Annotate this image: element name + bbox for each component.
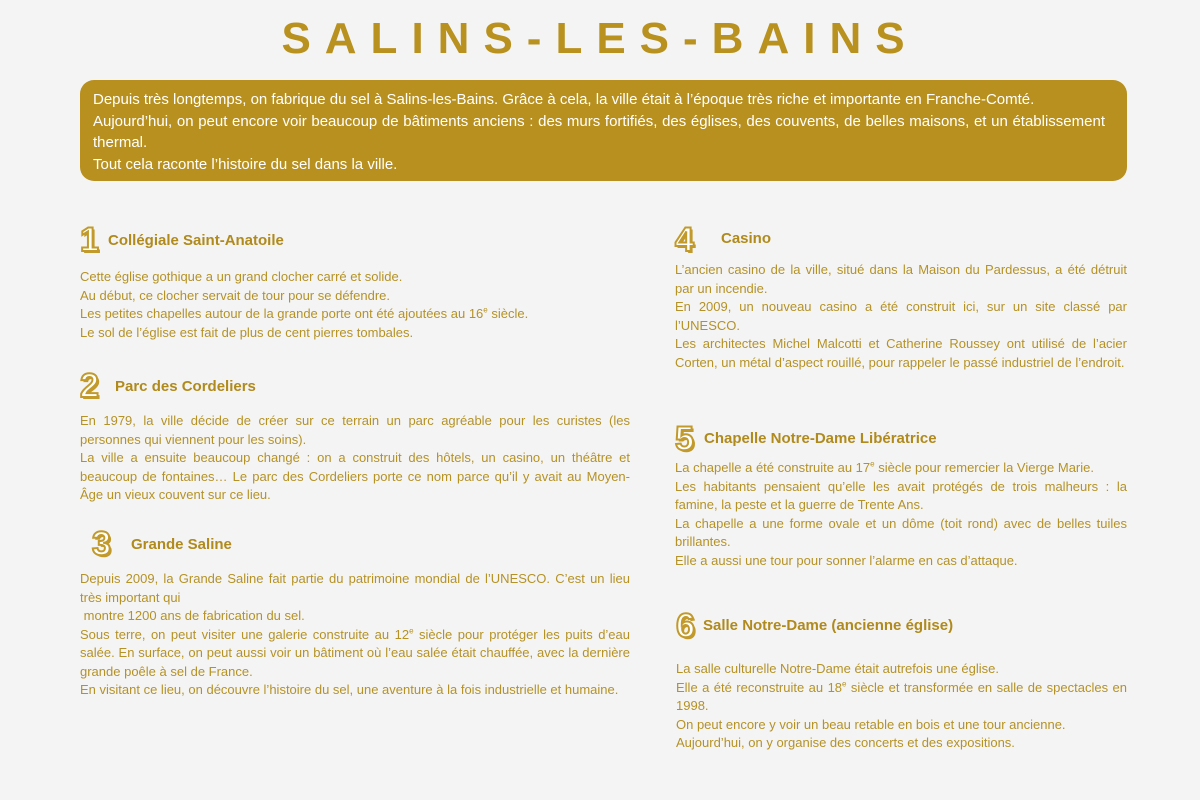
section-text — [80, 412, 630, 505]
section-collegiale — [80, 222, 630, 342]
section-line: Depuis 2009, la Grande Saline fait partie du patrimoine mondial de l’UNESCO. C’est un lieu très important qui — [80, 571, 630, 605]
section-line: Le sol de l’église est fait de plus de cent pierres tombales. — [80, 324, 414, 340]
section-line: Elle a aussi une tour pour sonner l’alarme en cas d’attaque. — [675, 552, 1018, 568]
superscript: e — [409, 626, 414, 636]
section-title: Chapelle Notre-Dame Libératrice — [704, 430, 937, 447]
section-salle-notre-dame — [676, 608, 1127, 753]
section-line: En visitant ce lieu, on découvre l’histoire du sel, une aventure à la fois industrielle et humaine. — [80, 682, 619, 697]
section-title: Salle Notre-Dame (ancienne église) — [703, 617, 954, 634]
section-line: Les architectes Michel Malcotti et Catherine Roussey ont utilisé de l’acier Corten, un métal d’aspect rouillé, pour rappeler le passé industriel de l’endroit. — [675, 336, 1127, 370]
section-casino — [675, 222, 1127, 372]
superscript: e — [483, 305, 488, 315]
intro-paragraph: Aujourd’hui, on peut encore voir beaucoup de bâtiments anciens : des murs fortifiés, des églises, des couvents, de belles maisons, et un établissement thermal. — [93, 112, 1105, 151]
section-line: On peut encore y voir un beau retable en bois et une tour ancienne. — [676, 716, 1066, 732]
section-line: En 1979, la ville décide de créer sur ce terrain un parc agréable pour les curistes (les personnes qui viennent pour les soins). — [80, 413, 630, 447]
section-title: Grande Saline — [131, 536, 232, 553]
section-line: La salle culturelle Notre-Dame était autrefois une église. — [676, 661, 1000, 676]
intro-paragraph: Tout cela raconte l’histoire du sel dans la ville. — [93, 155, 398, 173]
section-line: Elle a été reconstruite au 18e siècle et transformée en salle de spectacles en 1998. — [676, 679, 1127, 713]
section-number: 6 — [676, 607, 695, 645]
section-line: La ville a ensuite beaucoup changé : on a construit des hôtels, un casino, un théâtre et beaucoup de fontaines… Le parc des Cordeliers porte ce nom parce qu’il y avait au Moyen-Âge un vieux couvent sur ce lieu. — [80, 450, 630, 502]
section-text — [80, 268, 630, 342]
section-line: La chapelle a une forme ovale et un dôme (toit rond) avec de belles tuiles brillantes. — [675, 515, 1127, 549]
section-line: Sous terre, on peut visiter une galerie construite au 12e siècle pour protéger les puits d’eau salée. En surface, on peut aussi voir un bâtiment où l’eau salée était chauffée, avec la dernière grande poêle à sel de France. — [80, 626, 630, 679]
section-line: Les petites chapelles autour de la grande porte ont été ajoutées au 16e siècle. — [80, 305, 529, 321]
section-cordeliers — [80, 368, 630, 505]
intro-paragraph: Depuis très longtemps, on fabrique du sel à Salins-les-Bains. Grâce à cela, la ville était à l’époque très riche et importante en Franche-Comté. — [93, 91, 1035, 108]
section-line: La chapelle a été construite au 17e siècle pour remercier la Vierge Marie. — [675, 459, 1094, 475]
section-grande-saline — [80, 526, 630, 700]
section-line: Les habitants pensaient qu’elle les avait protégés de trois malheurs : la famine, la peste et la guerre de Trente Ans. — [675, 478, 1127, 512]
section-title: Casino — [721, 230, 772, 247]
section-text — [675, 459, 1127, 570]
section-line: L’ancien casino de la ville, situé dans la Maison du Pardessus, a été détruit par un incendie. — [675, 262, 1127, 296]
superscript: e — [842, 679, 847, 689]
section-chapelle — [675, 421, 1127, 570]
section-line: montre 1200 ans de fabrication du sel. — [80, 608, 305, 623]
section-text — [675, 261, 1127, 372]
section-line: Cette église gothique a un grand clocher carré et solide. — [80, 269, 403, 284]
section-title: Collégiale Saint-Anatoile — [108, 232, 284, 249]
section-number: 4 — [675, 221, 694, 259]
section-line: Aujourd’hui, on y organise des concerts et des expositions. — [676, 735, 1015, 750]
section-line: Au début, ce clocher servait de tour pour se défendre. — [80, 287, 391, 303]
intro-box — [80, 80, 1127, 181]
section-line: En 2009, un nouveau casino a été construit ici, sur un site classé par l’UNESCO. — [675, 299, 1127, 333]
section-number: 2 — [80, 367, 99, 405]
section-title: Parc des Cordeliers — [115, 378, 256, 395]
section-number: 3 — [92, 525, 111, 563]
page-title: SALINS-LES-BAINS — [281, 14, 919, 63]
superscript: e — [870, 459, 875, 469]
section-number: 1 — [80, 221, 99, 259]
section-text — [676, 660, 1127, 753]
section-number: 5 — [675, 420, 694, 458]
section-text — [80, 570, 630, 700]
